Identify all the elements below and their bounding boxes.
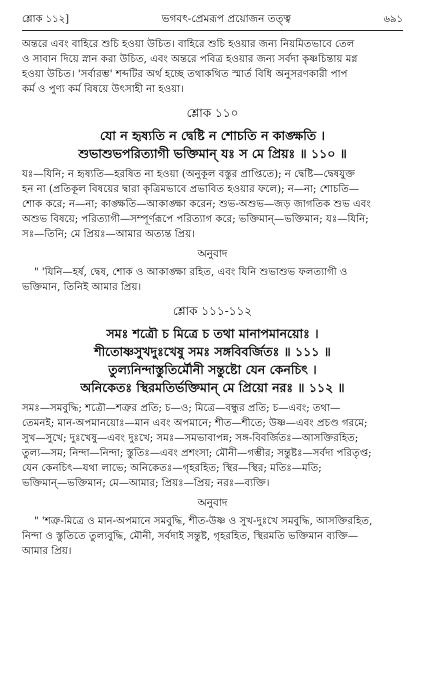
intro-line: অন্তরে এবং বাহিরে শুচি হওয়া উচিত। বাহিরে শুচি হওয়ার জন্য নিয়মিতভাবে তেল [22,39,355,50]
synonym-line: তেমনই; মান-অপমানয়োঃ—মান এবং অপমানে; শীত—শীতে; উষ্ণ—এবং প্রচণ্ড গরমে; [22,418,368,429]
verse-110-synonyms [22,167,403,242]
verse-110-translation [22,265,403,295]
translation-line: ভক্তিমান, তিনিই আমার প্রিয়। [22,282,142,293]
intro-line: হওয়া উচিত। 'সর্বারম্ভ' শব্দটির অর্থ হচ্ছে তথাকথিত স্মার্ত বিধি অনুসরণকারী পাপ [22,69,348,80]
intro-line: ও সাবান দিয়ে স্নান করা উচিত, এবং অন্তরে পবিত্র হওয়ার জন্য সর্বদা কৃষ্ণচিন্তায় মগ্ন [22,54,358,65]
header-rule [22,30,403,31]
synonym-line: সঃ—তিনি; মে প্রিয়ঃ—আমার অত্যন্ত প্রিয়। [22,229,195,240]
translation-line: " 'শত্রু-মিত্রে ও মান-অপমানে সমবুদ্ধি, শীত-উষ্ণ ও সুখ-দুঃখে সমবুদ্ধি, আসক্তিরহিত, [34,516,373,527]
synonym-line: যেন কেনচিৎ—যথা লাভে; অনিকেতঃ—গৃহরহিত; স্থির—স্থির; মতিঃ—মতি; [22,463,322,474]
verse-111-112-translation [22,514,403,559]
verse-110-label: শ্লোক ১১০ [186,106,239,120]
verse-110-line: যো ন হৃষ্যতি ন দ্বেষ্টি ন শোচতি ন কাঙ্ক্ষতি । [100,128,325,143]
verse-111-112-synonyms [22,401,403,491]
synonym-line: সুখ—সুখে; দুঃখেষু—এবং দুঃখে; সমঃ—সমভাবাপন্ন; সঙ্গ-বিবর্জিতঃ—আসক্তিরহিত; [22,433,359,444]
verse-111-112-line: অনিকেতঃ স্থিরমতির্ভক্তিমান্ মে প্রিয়ো নরঃ ॥ ১১২ ॥ [80,380,345,395]
verse-111-112-line: সমঃ শত্রৌ চ মিত্রে চ তথা মানাপমানয়োঃ । [106,326,319,341]
synonym-line: ভক্তিমান্—ভক্তিমান; মে—আমার; প্রিয়ঃ—প্রিয়; নরঃ—ব্যক্তি। [22,478,270,489]
page-header [22,12,403,30]
verse-111-112-line: শীতোষ্ণসুখদুঃখেষু সমঃ সঙ্গবিবর্জিতঃ ॥ ১১১ ॥ [94,344,331,359]
translation-line: নিন্দা ও স্তুতিতে তুল্যবুদ্ধি, মৌনী, সর্বদাই সন্তুষ্ট, গৃহরহিত, স্থিরমতি ভক্তিমান ব্যক্তি— [22,531,359,542]
synonym-line: শোক করে; ন—না; কাঙ্ক্ষতি—আকাঙ্ক্ষা করেন; শুভ-অশুভ—জড় জাগতিক শুভ এবং [22,199,371,210]
translation-line: আমার প্রিয়। [22,546,72,557]
page-number: ৬৯১ [383,14,403,25]
verse-111-112-label: শ্লোক ১১১-১১২ [172,304,253,318]
translation-line: " 'যিনি—হর্ষ, দ্বেষ, শোক ও আকাঙ্ক্ষা রহিত, এবং যিনি শুভাশুভ ফলত্যাগী ও [34,267,348,278]
header-verse-ref: শ্লোক ১১২] [22,14,70,25]
verse-110-line: শুভাশুভপরিত্যাগী ভক্তিমান্ যঃ স মে প্রিয়ঃ ॥ ১১০ ॥ [78,146,347,161]
intro-line: কর্ম ও পুণ্য কর্ম বিষয়ে উৎসাহী না হওয়া। [22,84,184,95]
synonym-line: অশুভ বিষয়ে; পরিত্যাগী—সম্পূর্ণরূপে পরিত্যাগ করে; ভক্তিমান্—ভক্তিমান; যঃ—যিনি; [22,214,369,225]
verse-110-translation-heading: অনুবাদ [197,248,228,260]
synonym-line: সমঃ—সমবুদ্ধি; শত্রৌ—শত্রুর প্রতি; চ—ও; মিত্রে—বন্ধুর প্রতি; চ—এবং; তথা— [22,403,341,414]
synonym-line: হন না (প্রতিকূল বিষয়ের দ্বারা কৃত্রিমভাবে প্রভাবিত হওয়ার ফলে); ন—না; শোচতি— [22,184,360,195]
header-chapter-title: ভগবৎ-প্রেমরূপ প্রয়োজন তত্ত্ব [161,13,291,25]
verse-111-112-translation-heading: অনুবাদ [197,497,228,509]
verse-111-112-line: তুল্যনিন্দাস্তুতির্মৌনী সন্তুষ্টো যেন কেনচিৎ । [108,362,317,377]
synonym-line: তুল্য—সম; নিন্দা—নিন্দা; স্তুতিঃ—এবং প্রশংসা; মৌনী—গম্ভীর; সন্তুষ্টঃ—সর্বদা পরিতৃপ্ত; [22,448,372,459]
synonym-line: যঃ—যিনি; ন হৃষ্যতি—হরষিত না হওয়া (অনুকূল বস্তুর প্রাপ্তিতে); ন দ্বেষ্টি—দ্বেষযুক্ত [22,169,356,180]
intro-paragraph [22,37,403,97]
